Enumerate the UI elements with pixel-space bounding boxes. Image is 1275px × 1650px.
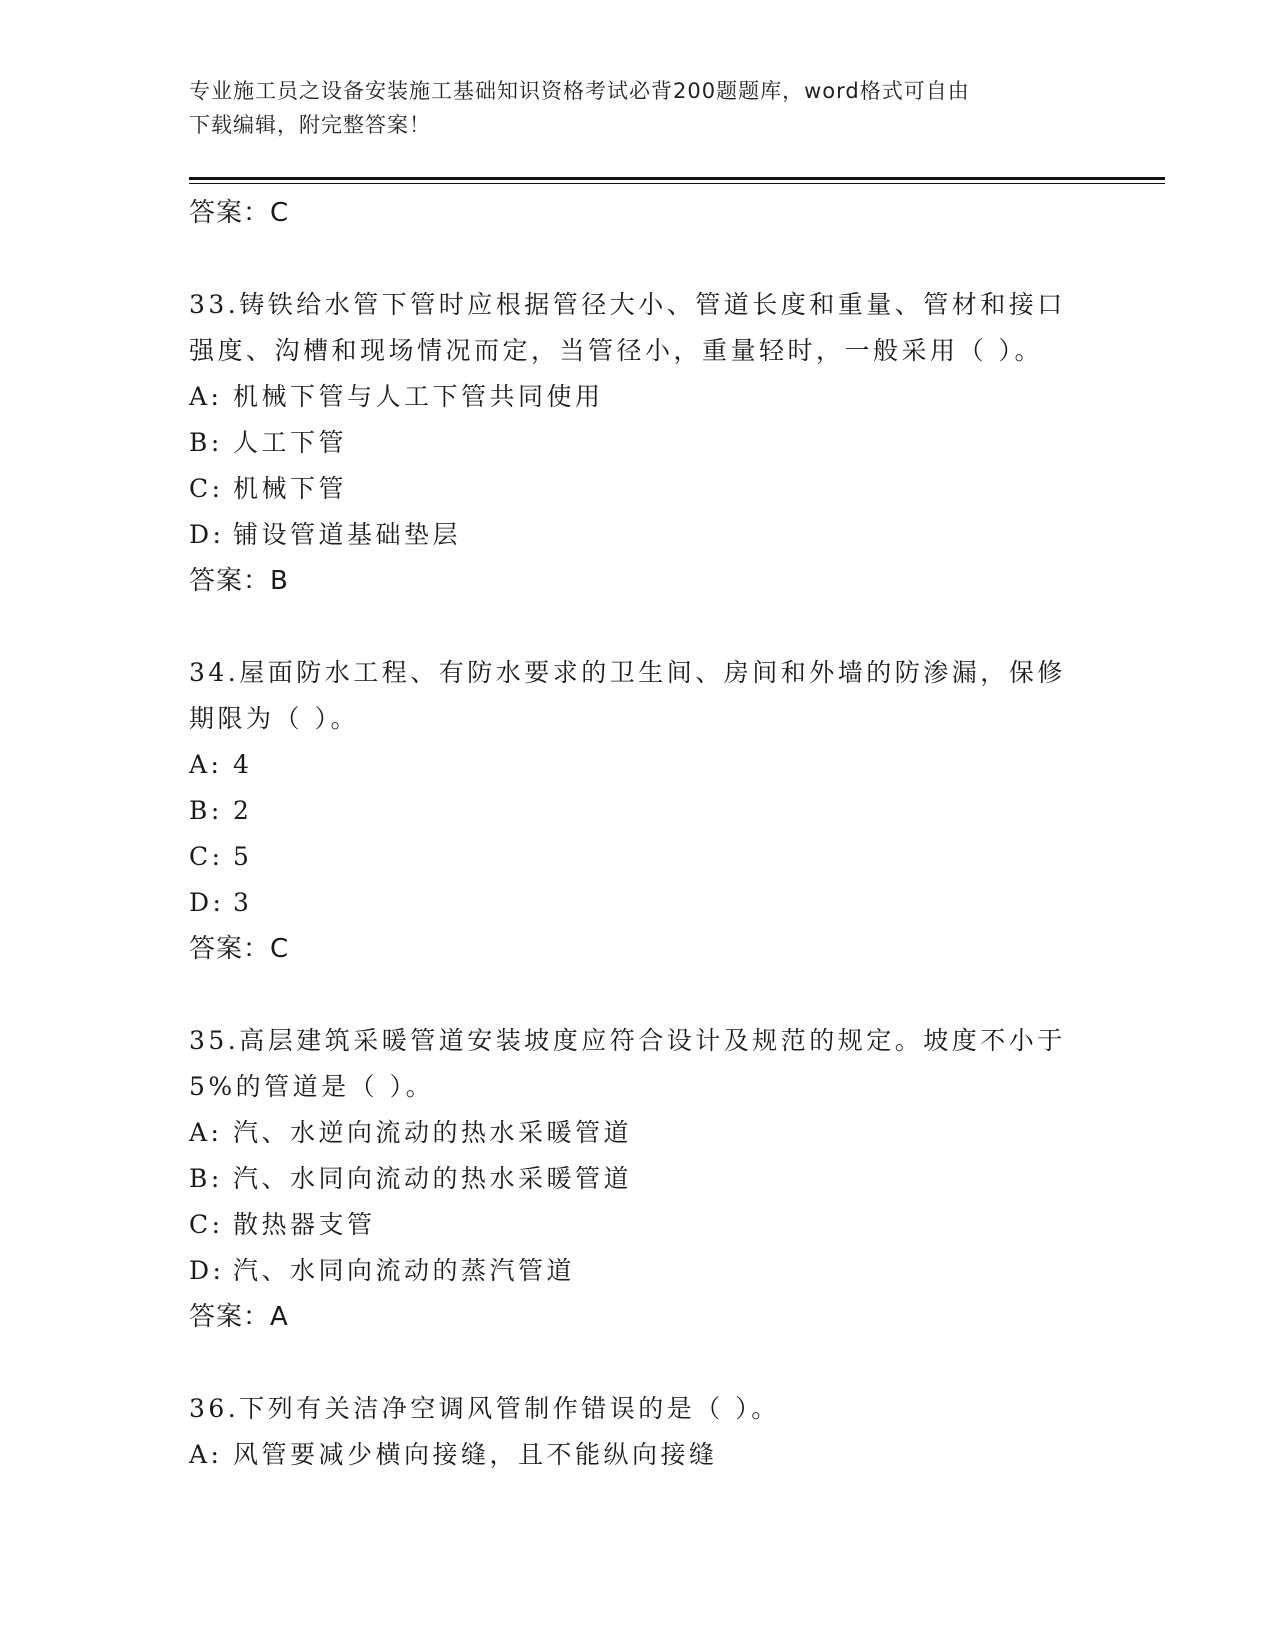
option-key: D: [189, 888, 225, 917]
option-key: A: [189, 1118, 223, 1147]
option-a [189, 374, 1089, 420]
option-text: 2 [233, 796, 253, 825]
question-list [189, 190, 1089, 1478]
option-key: A: [189, 382, 223, 411]
option-key: D: [189, 1256, 225, 1285]
stem-line: 33.铸铁给水管下管时应根据管径大小、管道长度和重量、管材和接口 [189, 290, 1066, 319]
question-answer [189, 926, 1089, 972]
stem-line: 34.屋面防水工程、有防水要求的卫生间、房间和外墙的防渗漏，保修 [189, 658, 1066, 687]
option-text: 机械下管 [233, 474, 348, 503]
header-line-2: 下载编辑，附完整答案！ [189, 113, 431, 137]
stem-line: 期限为（ ）。 [189, 704, 359, 733]
option-text: 3 [233, 888, 253, 917]
option-b [189, 1156, 1089, 1202]
stem-line: 强度、沟槽和现场情况而定，当管径小，重量轻时，一般采用（ ）。 [189, 336, 1043, 365]
option-text: 散热器支管 [233, 1210, 376, 1239]
option-text: 汽、水同向流动的蒸汽管道 [233, 1256, 576, 1285]
stem-line: 5%的管道是（ ）。 [189, 1072, 435, 1101]
option-c [189, 1202, 1089, 1248]
question-34 [189, 650, 1089, 972]
answer-value: C [270, 198, 290, 228]
option-text: 机械下管与人工下管共同使用 [233, 382, 604, 411]
question-stem [189, 1386, 1089, 1432]
option-d [189, 880, 1089, 926]
question-35 [189, 1018, 1089, 1340]
option-text: 5 [233, 842, 253, 871]
answer-value: C [270, 934, 290, 964]
answer-value: A [270, 1302, 289, 1332]
option-key: C: [189, 474, 224, 503]
document-header [189, 74, 1089, 142]
question-stem [189, 282, 1089, 374]
option-text: 人工下管 [233, 428, 348, 457]
option-key: C: [189, 842, 224, 871]
option-a [189, 742, 1089, 788]
question-answer [189, 1294, 1089, 1340]
answer-label: 答案： [189, 1302, 271, 1332]
option-a [189, 1110, 1089, 1156]
option-text: 汽、水同向流动的热水采暖管道 [233, 1164, 633, 1193]
previous-answer [189, 190, 1089, 236]
option-key: B: [189, 796, 223, 825]
option-d [189, 512, 1089, 558]
stem-line: 35.高层建筑采暖管道安装坡度应符合设计及规范的规定。坡度不小于 [189, 1026, 1066, 1055]
option-b [189, 788, 1089, 834]
question-stem [189, 1018, 1089, 1110]
option-text: 4 [233, 750, 253, 779]
option-key: B: [189, 1164, 223, 1193]
option-key: A: [189, 1440, 223, 1469]
header-line-1: 专业施工员之设备安装施工基础知识资格考试必背200题题库，word格式可自由 [189, 79, 970, 103]
question-33 [189, 282, 1089, 604]
option-key: A: [189, 750, 223, 779]
header-rule-thick [189, 177, 1165, 180]
option-c [189, 466, 1089, 512]
option-text: 汽、水逆向流动的热水采暖管道 [233, 1118, 633, 1147]
question-36 [189, 1386, 1089, 1478]
answer-label: 答案： [189, 934, 271, 964]
option-key: B: [189, 428, 223, 457]
option-b [189, 420, 1089, 466]
header-rule-thin [189, 183, 1165, 184]
question-stem [189, 650, 1089, 742]
option-c [189, 834, 1089, 880]
answer-label: 答案： [189, 566, 271, 596]
option-text: 铺设管道基础垫层 [233, 520, 462, 549]
question-answer [189, 558, 1089, 604]
answer-label: 答案： [189, 198, 271, 228]
option-key: C: [189, 1210, 224, 1239]
answer-value: B [270, 566, 289, 596]
option-text: 风管要减少横向接缝，且不能纵向接缝 [233, 1440, 718, 1469]
option-a [189, 1432, 1089, 1478]
option-key: D: [189, 520, 225, 549]
stem-line: 36.下列有关洁净空调风管制作错误的是（ ）。 [189, 1394, 780, 1423]
option-d [189, 1248, 1089, 1294]
